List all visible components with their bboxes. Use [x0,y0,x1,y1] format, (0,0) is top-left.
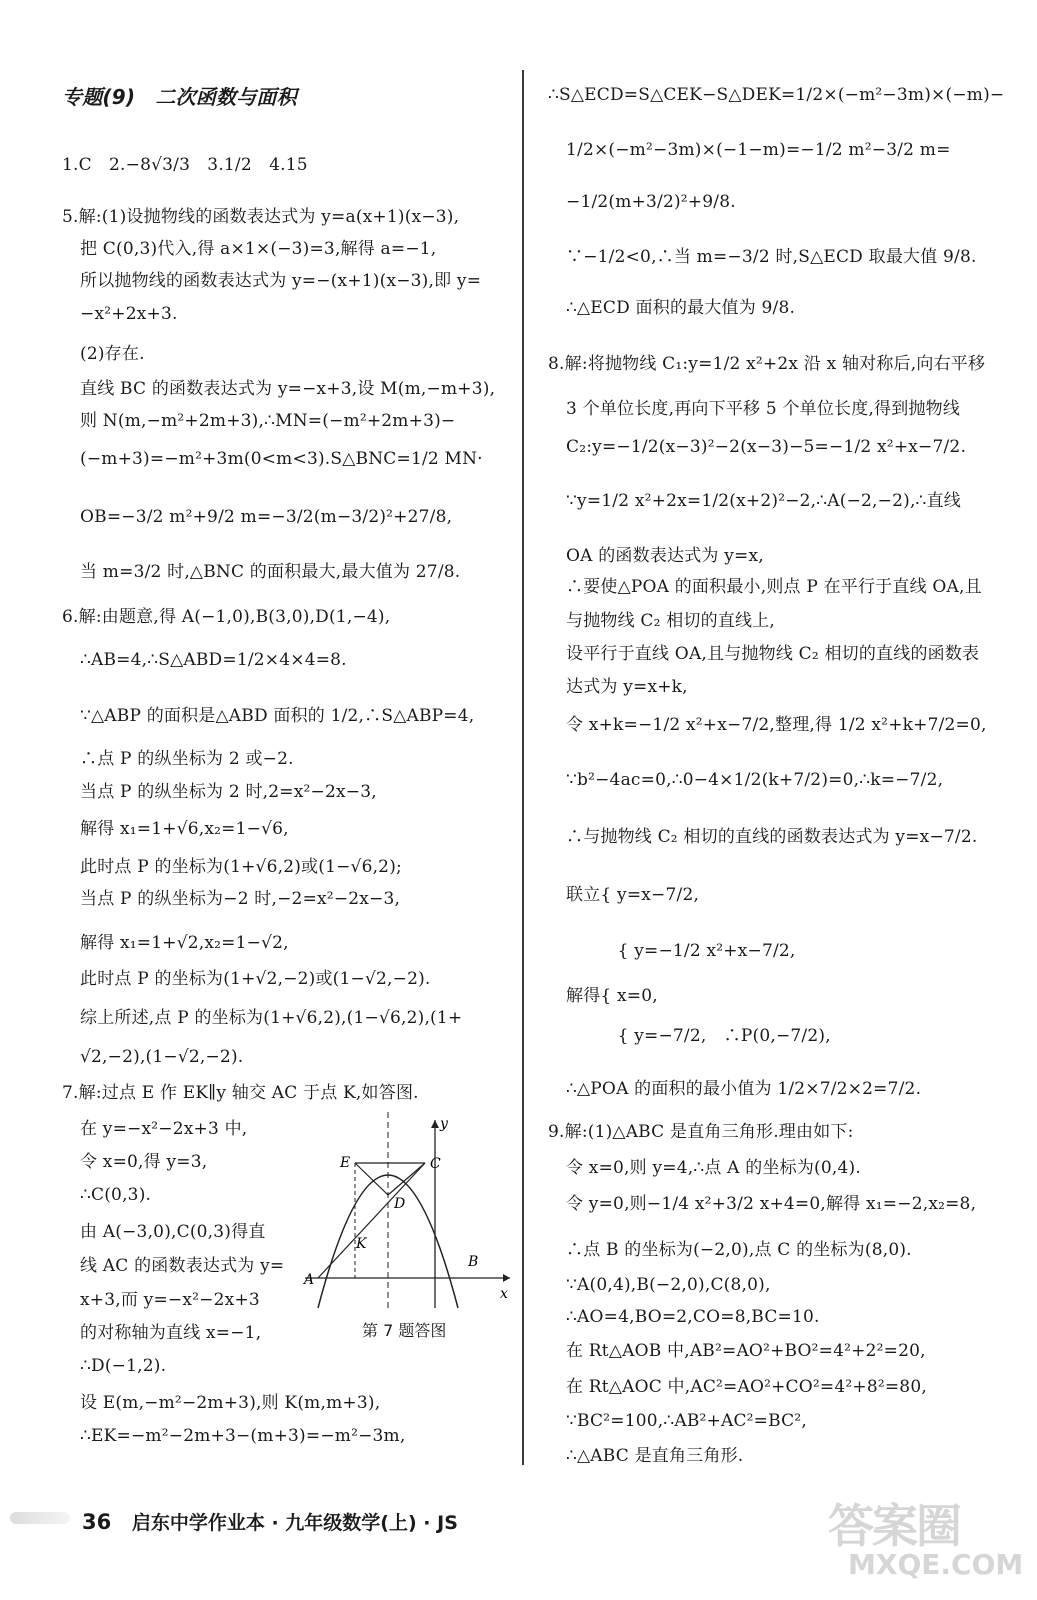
fig-label-c: C [430,1156,441,1172]
left-text-line: 令 x=0,得 y=3, [80,1152,208,1172]
left-text-line: 5.解:(1)设抛物线的函数表达式为 y=a(x+1)(x−3), [62,207,460,227]
right-text-line: 解得{ x=0, [566,986,658,1006]
problem-7-figure [300,1112,515,1312]
left-text-line: 此时点 P 的坐标为(1+√6,2)或(1−√6,2); [80,857,402,877]
right-text-line: 联立{ y=x−7/2, [566,885,700,905]
left-text-line: 把 C(0,3)代入,得 a×1×(−3)=3,解得 a=−1, [80,239,437,259]
fig-label-x: x [500,1286,508,1302]
watermark-logo: 答案圈 [828,1499,960,1553]
left-text-line: 解得 x₁=1+√2,x₂=1−√2, [80,933,289,953]
right-text-line: 在 Rt△AOB 中,AB²=AO²+BO²=4²+2²=20, [566,1341,926,1361]
right-text-line: ∵y=1/2 x²+2x=1/2(x+2)²−2,∴A(−2,−2),∴直线 [566,491,961,511]
watermark [828,1490,1024,1590]
left-text-line: 的对称轴为直线 x=−1, [80,1323,262,1343]
book-title: 启东中学作业本 · 九年级数学(上) · JS [131,1512,458,1534]
fig-label-e: E [340,1155,351,1171]
fig-label-d: D [394,1196,406,1212]
left-text-line: 1.C 2.−8√3/3 3.1/2 4.15 [62,155,308,175]
left-text-line: 则 N(m,−m²+2m+3),∴MN=(−m²+2m+3)− [80,411,456,431]
left-text-line: ∵△ABP 的面积是△ABD 面积的 1/2,∴S△ABP=4, [80,706,475,726]
right-text-line: { y=−7/2, ∴P(0,−7/2), [566,1026,831,1046]
right-text-line: ∵BC²=100,∴AB²+AC²=BC², [566,1411,807,1431]
right-text-line: OA 的函数表达式为 y=x, [566,546,764,566]
right-text-line: 令 x+k=−1/2 x²+x−7/2,整理,得 1/2 x²+k+7/2=0, [566,715,987,735]
footer-mark [10,1512,70,1524]
left-text-line: 此时点 P 的坐标为(1+√2,−2)或(1−√2,−2). [80,969,431,989]
left-text-line: 解得 x₁=1+√6,x₂=1−√6, [80,819,289,839]
left-text-line: ∴D(−1,2). [80,1356,167,1376]
left-text-line: ∴AB=4,∴S△ABD=1/2×4×4=8. [80,650,347,670]
figure-caption: 第 7 题答图 [362,1321,447,1340]
right-text-line: 令 x=0,则 y=4,∴点 A 的坐标为(0,4). [566,1158,861,1178]
left-text-line: 当 m=3/2 时,△BNC 的面积最大,最大值为 27/8. [80,562,461,582]
right-text-line: ∵b²−4ac=0,∴0−4×1/2(k+7/2)=0,∴k=−7/2, [566,770,944,790]
fig-label-a: A [304,1272,315,1288]
section-title: 专题(9) 二次函数与面积 [62,85,297,109]
right-text-line: 9.解:(1)△ABC 是直角三角形.理由如下: [548,1122,854,1142]
left-text-line: 6.解:由题意,得 A(−1,0),B(3,0),D(1,−4), [62,607,391,627]
right-text-line: C₂:y=−1/2(x−3)²−2(x−3)−5=−1/2 x²+x−7/2. [566,437,967,457]
left-text-line: (2)存在. [80,344,145,364]
left-text-line: (−m+3)=−m²+3m(0<m<3).S△BNC=1/2 MN· [80,449,483,469]
left-text-line: x+3,而 y=−x²−2x+3 [80,1290,260,1310]
left-text-line: 直线 BC 的函数表达式为 y=−x+3,设 M(m,−m+3), [80,379,496,399]
right-text-line: ∴S△ECD=S△CEK−S△DEK=1/2×(−m²−3m)×(−m)− [548,85,1005,105]
fig-label-k: K [356,1236,367,1252]
right-text-line: ∴要使△POA 的面积最小,则点 P 在平行于直线 OA,且 [566,577,982,597]
right-text-line: ∵−1/2<0,∴当 m=−3/2 时,S△ECD 取最大值 9/8. [566,247,977,267]
left-text-line: 线 AC 的函数表达式为 y= [80,1256,285,1276]
right-text-line: 1/2×(−m²−3m)×(−1−m)=−1/2 m²−3/2 m= [566,140,951,160]
left-text-line: −x²+2x+3. [80,304,178,324]
left-text-line: 在 y=−x²−2x+3 中, [80,1119,248,1139]
right-text-line: 设平行于直线 OA,且与抛物线 C₂ 相切的直线的函数表 [566,644,980,664]
right-text-line: 与抛物线 C₂ 相切的直线上, [566,611,776,631]
right-text-line: ∴△POA 的面积的最小值为 1/2×7/2×2=7/2. [566,1079,922,1099]
left-text-line: √2,−2),(1−√2,−2). [80,1047,244,1067]
right-text-line: ∵A(0,4),B(−2,0),C(8,0), [566,1275,771,1295]
column-divider [522,70,524,1465]
right-text-line: 8.解:将抛物线 C₁:y=1/2 x²+2x 沿 x 轴对称后,向右平移 [548,354,986,374]
right-text-line: ∴点 B 的坐标为(−2,0),点 C 的坐标为(8,0). [566,1240,912,1260]
right-text-line: { y=−1/2 x²+x−7/2, [566,941,796,961]
left-text-line: 设 E(m,−m²−2m+3),则 K(m,m+3), [80,1393,381,1413]
left-text-line: 所以抛物线的函数表达式为 y=−(x+1)(x−3),即 y= [80,271,482,291]
left-text-line: 由 A(−3,0),C(0,3)得直 [80,1222,266,1242]
left-text-line: ∴C(0,3). [80,1185,152,1205]
left-text-line: 7.解:过点 E 作 EK∥y 轴交 AC 于点 K,如答图. [62,1083,419,1103]
left-text-line: ∴EK=−m²−2m+3−(m+3)=−m²−3m, [80,1426,406,1446]
left-text-line: OB=−3/2 m²+9/2 m=−3/2(m−3/2)²+27/8, [80,507,453,527]
right-text-line: ∴与抛物线 C₂ 相切的直线的函数表达式为 y=x−7/2. [566,827,978,847]
page-number: 36 [82,1510,112,1534]
right-text-line: ∴△ABC 是直角三角形. [566,1446,744,1466]
watermark-url: MXQE.COM [848,1548,1024,1581]
right-text-line: 达式为 y=x+k, [566,677,688,697]
right-text-line: −1/2(m+3/2)²+9/8. [566,192,736,212]
fig-label-y: y [440,1116,448,1132]
page-footer [82,1508,458,1535]
left-text-line: 综上所述,点 P 的坐标为(1+√6,2),(1−√6,2),(1+ [80,1008,463,1028]
right-text-line: 3 个单位长度,再向下平移 5 个单位长度,得到抛物线 [566,399,961,419]
right-text-line: ∴△ECD 面积的最大值为 9/8. [566,298,796,318]
left-text-line: 当点 P 的纵坐标为 2 时,2=x²−2x−3, [80,782,377,802]
fig-label-b: B [468,1254,479,1270]
left-text-line: 当点 P 的纵坐标为−2 时,−2=x²−2x−3, [80,889,401,909]
right-text-line: 在 Rt△AOC 中,AC²=AO²+CO²=4²+8²=80, [566,1377,927,1397]
right-text-line: ∴AO=4,BO=2,CO=8,BC=10. [566,1307,820,1327]
right-text-line: 令 y=0,则−1/4 x²+3/2 x+4=0,解得 x₁=−2,x₂=8, [566,1194,977,1214]
left-text-line: ∴点 P 的纵坐标为 2 或−2. [80,749,294,769]
